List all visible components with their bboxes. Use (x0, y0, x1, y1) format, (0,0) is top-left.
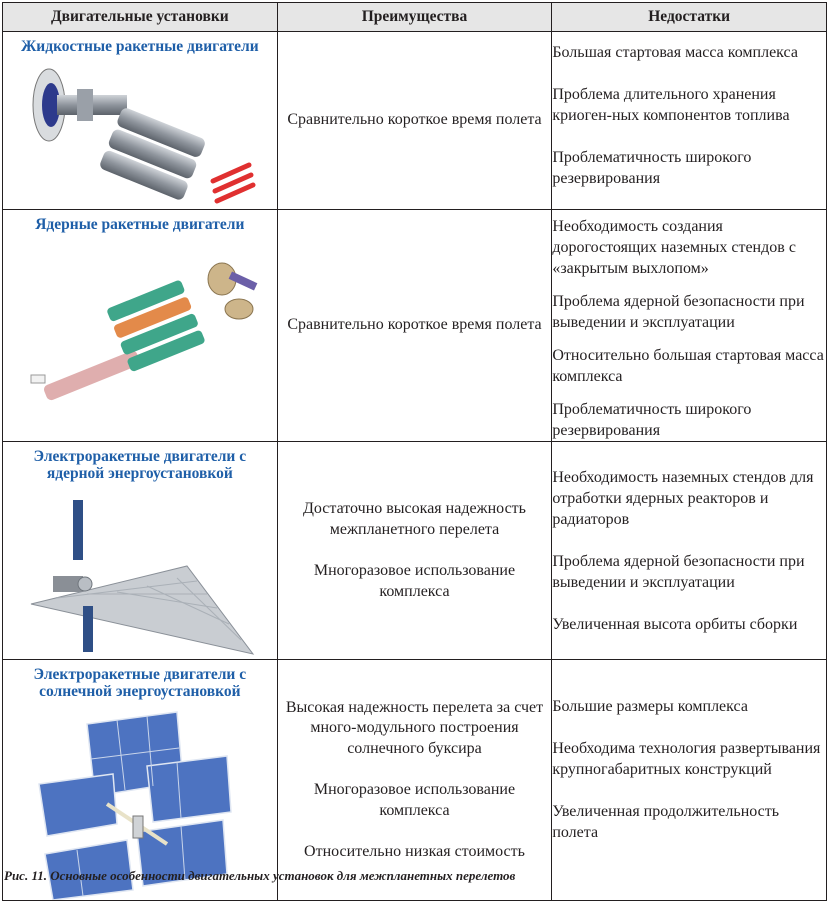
disadvantage-text: Необходимость наземных стендов для отработки ядерных реакторов и радиаторов (552, 469, 814, 528)
table-row (3, 32, 827, 210)
nuclear-rocket-illustration (17, 237, 263, 402)
engine-cell (3, 660, 278, 901)
disadvantage-text: Проблема длительного хранения криоген-ных компонентов топлива (552, 86, 790, 124)
disadvantages-cell (552, 442, 827, 660)
engine-title: Электроракетные двигатели с солнечной энергоустановкой (33, 666, 247, 700)
disadvantages-cell (552, 32, 827, 210)
advantage-text: Высокая надежность перелета за счет много-модульного построения солнечного буксира (285, 698, 544, 757)
table-row (3, 660, 827, 901)
advantage-text: Многоразовое использование комплекса (313, 781, 516, 819)
disadvantages-cell (552, 660, 827, 901)
advantages-cell (277, 32, 552, 210)
table-row (3, 442, 827, 660)
engine-comparison-table (2, 2, 827, 901)
engine-title: Жидкостные ракетные двигатели (20, 38, 259, 55)
advantage-text: Относительно низкая стоимость (304, 843, 525, 860)
disadvantage-text: Проблема ядерной безопасности при выведении и эксплуатации (552, 293, 805, 331)
figure-caption: Рис. 11. Основные особенности двигательных установок для межпланетных перелетов (4, 868, 516, 883)
disadvantage-text: Необходимость создания дорогостоящих наземных стендов с «закрытым выхлопом» (552, 218, 796, 277)
header-disadvantages: Недостатки (552, 3, 827, 32)
disadvantage-text: Проблема ядерной безопасности при выведении и эксплуатации (552, 553, 805, 591)
disadvantages-cell (552, 210, 827, 442)
disadvantage-text: Проблематичность широкого резервирования (552, 401, 752, 439)
advantages-cell (277, 660, 552, 901)
advantages-cell (277, 210, 552, 442)
table-row (3, 210, 827, 442)
disadvantage-text: Необходима технология развертывания крупногабаритных конструкций (552, 740, 821, 778)
advantage-text: Сравнительно короткое время полета (287, 316, 542, 334)
engine-title: Ядерные ракетные двигатели (35, 216, 245, 233)
advantage-text: Достаточно высокая надежность межпланетного перелета (302, 500, 526, 538)
advantage-text: Многоразовое использование комплекса (313, 562, 516, 600)
liquid-rocket-illustration (17, 59, 263, 209)
disadvantage-text: Увеличенная высота орбиты сборки (552, 616, 798, 633)
advantage-text: Сравнительно короткое время полета (287, 111, 542, 129)
engine-cell (3, 442, 278, 660)
engine-cell (3, 210, 278, 442)
disadvantage-text: Проблематичность широкого резервирования (552, 149, 752, 187)
disadvantage-text: Увеличенная продолжительность полета (552, 803, 780, 841)
header-engines: Двигательные установки (3, 3, 278, 32)
disadvantage-text: Относительно большая стартовая масса комплекса (552, 347, 824, 385)
engine-title: Электроракетные двигатели с ядерной энергоустановкой (33, 448, 247, 482)
header-row (3, 3, 827, 32)
header-advantages: Преимущества (277, 3, 552, 32)
engine-cell (3, 32, 278, 210)
nuclear-electric-illustration (17, 486, 263, 658)
disadvantage-text: Большая стартовая масса комплекса (552, 44, 798, 61)
advantages-cell (277, 442, 552, 660)
disadvantage-text: Большие размеры комплекса (552, 698, 748, 715)
